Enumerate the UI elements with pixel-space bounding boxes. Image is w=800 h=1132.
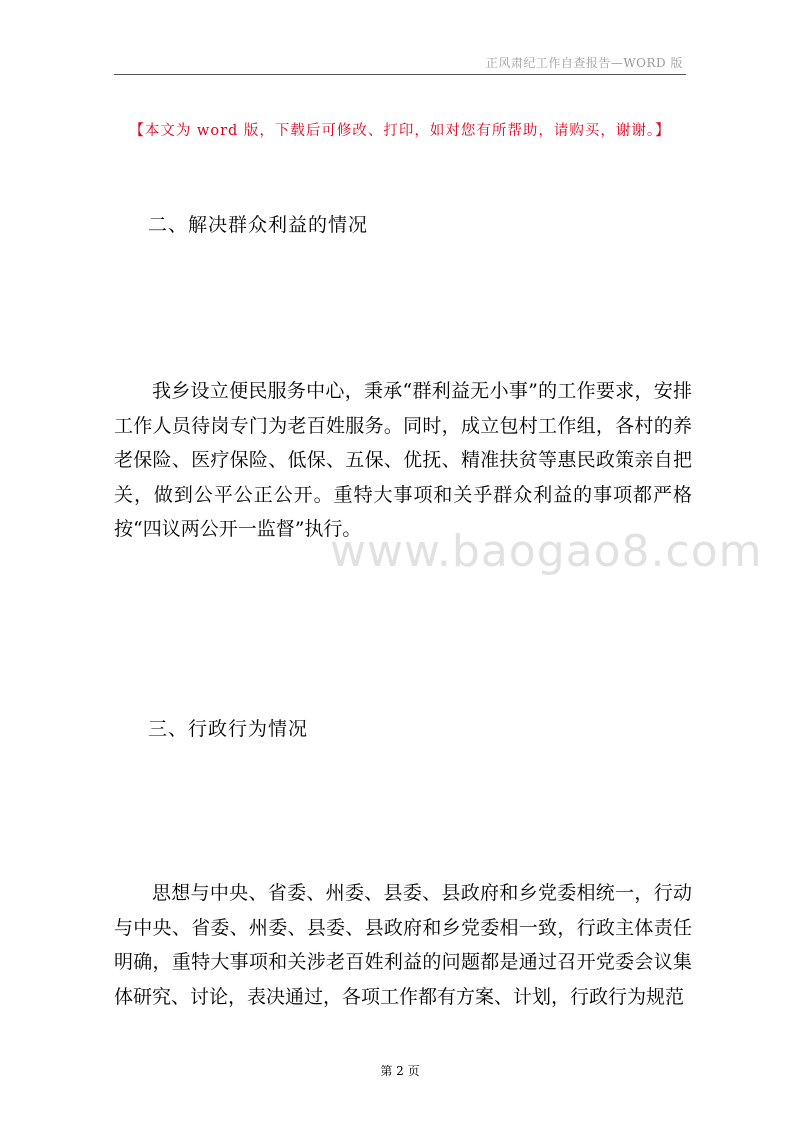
section-paragraph-3: 思想与中央、省委、州委、县委、县政府和乡党委相统一，行动与中央、省委、州委、县委、县政府和乡党委相一致，行政主体责任明确，重特大事项和关涉老百姓利益的问题都是通过召开党委会议集体研究、讨论，表决通过，各项工作都有方案、计划，行政行为规范 (114, 882, 692, 1008)
section-paragraph-2: 我乡设立便民服务中心，秉承“群利益无小事”的工作要求，安排工作人员待岗专门为老百姓服务。同时，成立包村工作组，各村的养老保险、医疗保险、低保、五保、优抚、精准扶贫等惠民政策亲自把关，做到公平公正公开。重特大事项和关乎群众利益的事项都严格按“四议两公开一监督”执行。 (114, 380, 692, 540)
page-header-title: 正风肃纪工作自查报告—WORD 版 (485, 56, 683, 70)
header-divider (114, 74, 686, 75)
watermark-text: www.baogao8.com (330, 526, 763, 577)
section-heading-3: 三、行政行为情况 (148, 718, 309, 740)
purchase-notice: 【本文为 word 版，下载后可修改、打印，如对您有所帮助，请购买，谢谢。】 (129, 123, 671, 139)
section-heading-2: 二、解决群众利益的情况 (148, 214, 369, 236)
page-number: 第 2 页 (380, 1064, 420, 1078)
